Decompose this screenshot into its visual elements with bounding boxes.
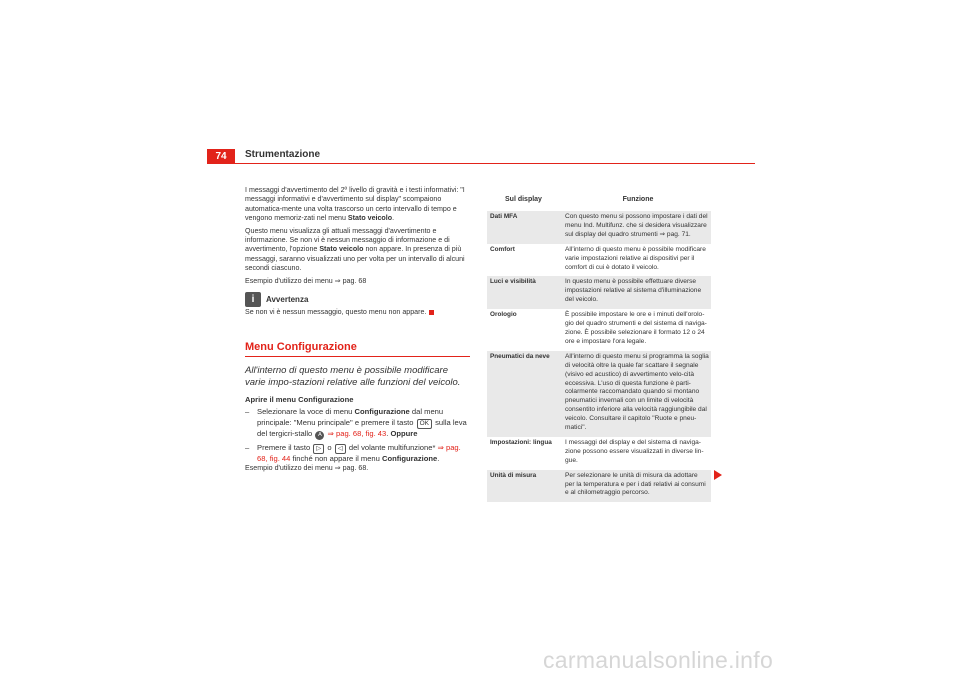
- settings-table: [487, 190, 711, 502]
- crossref-link[interactable]: fig. 44: [269, 453, 291, 463]
- warning-text: Se non vi è nessun messaggio, questo menu non appare.: [245, 308, 470, 317]
- table-row: [487, 244, 711, 277]
- watermark: carmanualsonline.info: [543, 647, 774, 673]
- back-key-icon: ◁: [335, 444, 346, 454]
- warning-heading: [245, 291, 470, 308]
- row-value: È possibile impostare le ore e i minuti dell'orolo-gio del quadro strumenti e del sistema di naviga-zione. È possibile selezionare il formato 12 o 24 ore e impostare l'ora legale.: [565, 311, 707, 345]
- ok-key-icon: OK: [417, 419, 432, 429]
- header-display: Sul display: [505, 196, 542, 204]
- example-reference[interactable]: Esempio d'utilizzo dei menu ⇒ pag. 68.: [245, 464, 369, 473]
- row-key: Impostazioni: lingua: [490, 438, 552, 446]
- table-row: [487, 211, 711, 244]
- row-key: Comfort: [490, 245, 515, 253]
- row-value: Per selezionare le unità di misura da adottare per la temperatura e per i dati relativi ai consumi e al chilometraggio percorso.: [565, 471, 706, 497]
- paragraph-3[interactable]: Esempio d'utilizzo dei menu ⇒ pag. 68: [245, 276, 367, 285]
- left-column: [245, 186, 470, 477]
- row-value: In questo menu è possibile effettuare diverse impostazioni relative al sistema d'illuminazione del veicolo.: [565, 278, 702, 304]
- warning-title: Avvertenza: [266, 294, 309, 304]
- row-value: All'interno di questo menu si programma la soglia di velocità oltre la quale far scattare il segnale (visivo ed acustico) di avvertimento velo-cità eccessiva. L'uso di questa funzione è parti-colarmente raccomandato quando si montano pneumatici invernali con un limite di velocità consentito inferiore alla velocità raggiungibile dal veicolo. Consultare il capitolo "Ruote e pneu-matici".: [565, 352, 709, 432]
- procedure-title: Aprire il menu Configurazione: [245, 394, 354, 404]
- header-function: Funzione: [622, 196, 654, 204]
- row-key: Unità di misura: [490, 471, 537, 479]
- procedure-step-1: – Selezionare la voce di menu Configurazione dal menu principale: "Menu principale" e premere il tasto OK sulla leva del tergicri-stallo A ⇒ pag. 68, fig. 43. Oppure: [245, 407, 467, 438]
- table-header: [487, 190, 711, 211]
- row-value: All'interno di questo menu è possibile modificare varie impostazioni relative ai dispositivi per il comfort di cui è dotato il veicolo.: [565, 245, 706, 271]
- row-key: Orologio: [490, 311, 517, 319]
- section-title: Menu Configurazione: [245, 343, 470, 356]
- paragraph-2: Questo menu visualizza gli attuali messaggi d'avvertimento e informazione. Se non vi è nessun messaggio di informazione e di avvertimento, l'opzione Stato veicolo non appare. In presenza di più messaggi, saranno visualizzati uno per volta per un intervallo di alcuni secondi ciascuno.: [245, 226, 465, 273]
- table-row: [487, 470, 711, 503]
- page-number: 74: [207, 149, 235, 164]
- a-key-icon: A: [315, 431, 324, 440]
- forward-key-icon: ▷: [313, 444, 324, 454]
- row-key: Pneumatici da neve: [490, 352, 550, 360]
- next-page-arrow-icon[interactable]: [714, 470, 722, 480]
- header-rule: [207, 163, 755, 164]
- table-row: [487, 437, 711, 470]
- table-row: [487, 276, 711, 309]
- paragraph-1: I messaggi d'avvertimento del 2º livello di gravità e i testi informativi: "I messaggi informativi e d'avvertimento sul display" scompaiono automatica-mente una volta trascorso un certo intervallo di tempo e vengono memoriz-zati nel menu Stato veicolo.: [245, 186, 465, 223]
- table-row: [487, 351, 711, 437]
- row-value: I messaggi del display e del sistema di naviga-zione possono essere visualizzati in diverse lin-gue.: [565, 438, 704, 464]
- crossref-link[interactable]: ⇒ pag. 68,: [257, 442, 461, 463]
- warning-icon: i: [245, 292, 261, 307]
- running-title: Strumentazione: [245, 149, 321, 160]
- crossref-link[interactable]: ⇒ pag. 68, fig. 43: [327, 428, 387, 438]
- table-row: [487, 309, 711, 351]
- row-key: Luci e visibilità: [490, 278, 536, 286]
- row-value: Con questo menu si possono impostare i dati del menu Ind. Multifunz. che si desidera visualizzare sul display del quadro strumenti ⇒ pag. 71.: [565, 213, 708, 238]
- section-lead: All'interno di questo menu è possibile modificare varie impo-stazioni relative alle funzioni del veicolo.: [245, 364, 461, 388]
- procedure-step-2: – Premere il tasto ▷ o ◁ del volante multifunzione* ⇒ pag. 68, fig. 44 finché non appare il menu Configurazione.: [245, 442, 461, 463]
- end-marker-icon: [429, 310, 434, 315]
- row-key: Dati MFA: [490, 213, 518, 220]
